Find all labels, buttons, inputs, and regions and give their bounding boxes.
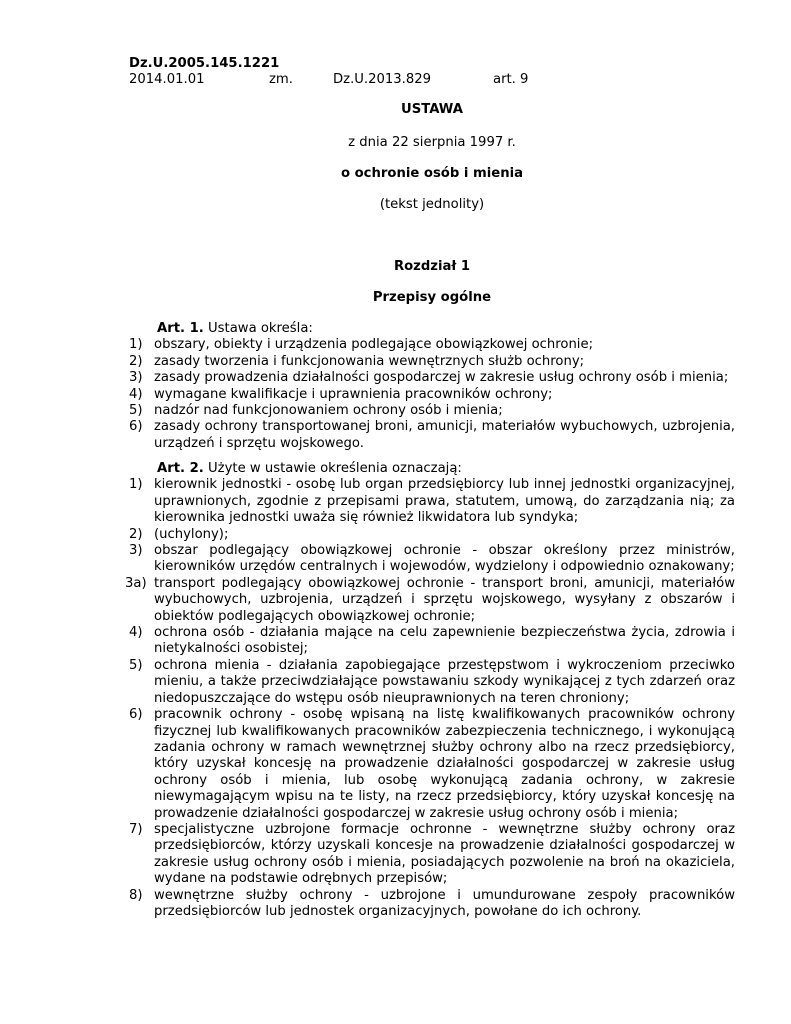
list-item: 4) ochrona osób - działania mające na celu zapewnienie bezpieczeństwa życia, zdrowia i nietykalności osobistej; bbox=[129, 625, 735, 657]
article-1-heading bbox=[129, 321, 735, 337]
amendment-label: zm. bbox=[269, 72, 293, 88]
amendment-reference: Dz.U.2013.829 bbox=[333, 72, 432, 88]
list-item: 4) wymagane kwalifikacje i uprawnienia pracowników ochrony; bbox=[129, 386, 553, 402]
article-2-heading bbox=[129, 461, 735, 477]
amendment-line bbox=[129, 72, 549, 89]
list-item: 5) ochrona mienia - działania zapobiegające przestępstwom i wykroczeniom przeciwko mieniu, a także przeciwdziałające powstawaniu szkody wynikającej z tych zdarzeń oraz niedopuszczające do wstępu osób nieuprawnionych na teren chroniony; bbox=[129, 657, 735, 706]
list-item: 2) (uchylony); bbox=[129, 526, 229, 542]
amended-article: art. 9 bbox=[493, 72, 529, 88]
act-date: z dnia 22 sierpnia 1997 r. bbox=[348, 135, 516, 150]
list-item: 8) wewnętrzne służby ochrony - uzbrojone i umundurowane zespoły pracowników przedsiębiorców lub jednostek organizacyjnych, powołane do ich ochrony. bbox=[129, 887, 735, 919]
list-item: 6) pracownik ochrony - osobę wpisaną na listę kwalifikowanych pracowników ochrony fizycznej lub kwalifikowanych pracowników zabezpieczenia technicznego, i wykonującą zadania ochrony w ramach wewnętrznej służby ochrony albo na rzecz przedsiębiorcy, który uzyskał koncesję na prowadzenie działalności gospodarczej w zakresie usług ochrony osób i mienia, lub osobę wykonującą zadania ochrony, w zakresie niewymagającym wpisu na te listy, na rzecz przedsiębiorcy, który uzyskał koncesję na prowadzenie działalności gospodarczej w zakresie usług ochrony osób i mienia; bbox=[129, 707, 735, 821]
list-item: 5) nadzór nad funkcjonowaniem ochrony osób i mienia; bbox=[129, 403, 503, 419]
act-subject: o ochronie osób i mienia bbox=[340, 166, 524, 181]
journal-reference: Dz.U.2005.145.1221 bbox=[129, 56, 280, 71]
list-item: 2) zasady tworzenia i funkcjonowania wewnętrznych służb ochrony; bbox=[129, 353, 585, 369]
article-2 bbox=[125, 461, 735, 920]
article-2-label: Art. 2. bbox=[157, 461, 204, 476]
article-2-intro: Użyte w ustawie określenia oznaczają: bbox=[208, 461, 462, 476]
document-header bbox=[129, 56, 549, 89]
list-item: 3) zasady prowadzenia działalności gospodarczej w zakresie usług ochrony osób i mienia; bbox=[129, 370, 729, 386]
act-type: USTAWA bbox=[401, 102, 463, 117]
list-item: 7) specjalistyczne uzbrojone formacje ochronne - wewnętrzne służby ochrony oraz przedsiębiorców, którzy uzyskali koncesje na prowadzenie działalności gospodarczej w zakresie usług ochrony osób i mienia, posiadających pozwolenie na broń na okaziciela, wydane na podstawie odrębnych przepisów; bbox=[129, 821, 735, 887]
list-item: 6) zasady ochrony transportowanej broni, amunicji, materiałów wybuchowych, uzbrojenia, urządzeń i sprzętu wojskowego. bbox=[129, 419, 735, 451]
chapter-number: Rozdział 1 bbox=[393, 259, 471, 274]
consolidation-date: 2014.01.01 bbox=[129, 72, 205, 88]
article-1-intro: Ustawa określa: bbox=[208, 321, 313, 336]
list-item: 1) obszary, obiekty i urządzenia podlegające obowiązkowej ochronie; bbox=[129, 337, 594, 353]
list-item: 1) kierownik jednostki - osobę lub organ przedsiębiorcy lub innej jednostki organizacyjnej, uprawnionych, zgodnie z przepisami prawa, statutem, umową, do zarządzania nią; za kierownika jednostki uważa się również likwidatora lub syndyka; bbox=[129, 477, 735, 526]
list-item: 3) obszar podlegający obowiązkowej ochronie - obszar określony przez ministrów, kierowników urzędów centralnych i wojewodów, wydzielony i odpowiednio oznakowany; bbox=[129, 543, 735, 575]
article-1-label: Art. 1. bbox=[157, 321, 204, 336]
list-item: 3a) transport podlegający obowiązkowej ochronie - transport broni, amunicji, materiałów wybuchowych, uzbrojenia, urządzeń i sprzętu wojskowego, wysyłany z obszarów i obiektów podlegających obowiązkowej ochronie; bbox=[125, 575, 735, 624]
article-1 bbox=[129, 321, 735, 452]
act-note: (tekst jednolity) bbox=[379, 197, 485, 212]
chapter-name: Przepisy ogólne bbox=[372, 290, 492, 305]
